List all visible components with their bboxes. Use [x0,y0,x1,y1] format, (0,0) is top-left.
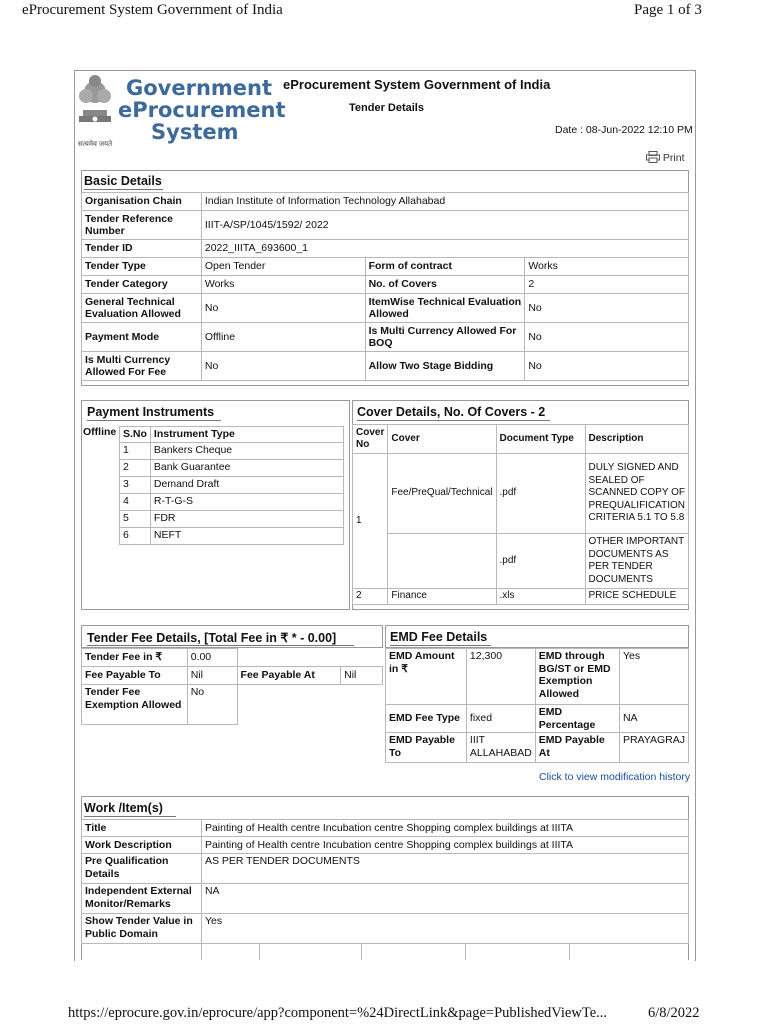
work-items-next-row [81,944,689,960]
offline-label: Offline [83,426,117,438]
instrument-table [119,426,344,545]
tender-category-value: Works [201,276,365,294]
iem-label: Independent External Monitor/Remarks [82,884,202,914]
work-items-table [81,819,689,944]
page-footer-url: https://eprocure.gov.in/eprocure/app?component=%24DirectLink&page=PublishedViewTe... [68,1005,607,1021]
form-contract-value: Works [525,258,689,276]
emd-payable-at-label: EMD Payable At [535,733,619,763]
mc-boq-value: No [525,323,689,352]
cover-table [352,424,689,605]
cover-no: 1 [353,454,388,589]
header-title: eProcurement System Government of India [283,77,551,92]
table-row [120,442,344,459]
payment-instruments-heading: Payment Instruments [87,405,215,419]
tender-fee-value: 0.00 [187,649,237,667]
prequal-label: Pre Qualification Details [82,854,202,884]
tender-id-label: Tender ID [82,240,202,258]
doc-type: .pdf [496,534,585,589]
fee-exemption-value: No [187,685,237,725]
description-header: Description [585,425,689,454]
instrument-name: Demand Draft [150,476,343,493]
emd-payable-to-value: IIIT ALLAHABAD [466,733,535,763]
gte-label: General Technical Evaluation Allowed [82,294,202,323]
iem-value: NA [201,884,688,914]
instrument-name: FDR [150,510,343,527]
tender-type-value: Open Tender [201,258,365,276]
header-subtitle: Tender Details [349,102,424,114]
emd-bg-value: Yes [619,649,688,705]
cover-no: 2 [353,589,388,605]
heading-underline [87,420,221,421]
cover-details-heading: Cover Details, No. Of Covers - 2 [357,405,546,419]
instrument-name: Bankers Cheque [150,442,343,459]
table-row [120,459,344,476]
cover-description: OTHER IMPORTANT DOCUMENTS AS PER TENDER DOCUMENTS [585,534,689,589]
table-row [120,527,344,544]
two-stage-label: Allow Two Stage Bidding [365,352,525,381]
row-number: 1 [120,442,151,459]
report-date: Date : 08-Jun-2022 12:10 PM [555,124,693,136]
instrument-name: Bank Guarantee [150,459,343,476]
basic-details-heading: Basic Details [84,174,162,188]
tender-id-value: 2022_IIITA_693600_1 [201,240,688,258]
form-contract-label: Form of contract [365,258,525,276]
emd-heading: EMD Fee Details [390,630,488,644]
fee-payable-at-value: Nil [341,667,383,685]
emd-fee-type-value: fixed [466,705,535,733]
page-number: Page 1 of 3 [634,2,702,18]
emd-payable-to-label: EMD Payable To [386,733,467,763]
emblem-caption: सत्यमेव जयते [78,141,113,148]
emd-table [385,648,689,763]
mc-boq-label: Is Multi Currency Allowed For BOQ [365,323,525,352]
ref-value: IIIT-A/SP/1045/1592/ 2022 [201,211,688,240]
row-number: 3 [120,476,151,493]
show-value-label: Show Tender Value in Public Domain [82,914,202,944]
tender-category-label: Tender Category [82,276,202,294]
work-items-heading: Work /Item(s) [84,801,163,815]
table-row [353,589,689,605]
emd-payable-at-value: PRAYAGRAJ [619,733,688,763]
heading-underline [84,816,176,817]
doc-type: .xls [496,589,585,605]
mc-fee-value: No [201,352,365,381]
work-title-label: Title [82,820,202,837]
tender-type-label: Tender Type [82,258,202,276]
table-row [353,534,689,589]
table-row [120,510,344,527]
doc-type-header: Document Type [496,425,585,454]
payment-mode-value: Offline [201,323,365,352]
printer-icon [646,151,660,166]
emd-percentage-value: NA [619,705,688,733]
iwte-value: No [525,294,689,323]
fee-payable-to-value: Nil [187,667,237,685]
heading-underline [357,420,550,421]
ref-label: Tender Reference Number [82,211,202,240]
fee-payable-at-label: Fee Payable At [237,667,341,685]
print-button[interactable] [646,151,685,166]
cover-name: Fee/PreQual/Technical [388,454,496,534]
heading-underline [390,645,491,646]
tender-fee-table [81,648,383,725]
emblem-icon [75,72,115,138]
heading-underline [87,645,354,646]
org-label: Organisation Chain [82,193,202,211]
modification-history-link[interactable]: Click to view modification history [539,771,691,783]
fee-payable-to-label: Fee Payable To [82,667,188,685]
sno-header: S.No [120,427,151,443]
prequal-value: AS PER TENDER DOCUMENTS [201,854,688,884]
emd-bg-label: EMD through BG/ST or EMD Exemption Allowed [535,649,619,705]
fee-exemption-label: Tender Fee Exemption Allowed [82,685,188,725]
table-row [120,493,344,510]
emd-amount-label: EMD Amount in ₹ [386,649,467,705]
two-stage-value: No [525,352,689,381]
cover-name: Finance [388,589,496,605]
logo-line-eprocurement: eProcurement [118,98,286,122]
table-row [120,476,344,493]
instrument-header: Instrument Type [150,427,343,443]
doc-type: .pdf [496,454,585,534]
logo-line-government: Government [126,76,273,100]
emd-fee-type-label: EMD Fee Type [386,705,467,733]
emd-percentage-label: EMD Percentage [535,705,619,733]
work-description-value: Painting of Health centre Incubation centre Shopping complex buildings at IIITA [201,837,688,854]
logo-line-system: System [151,120,239,144]
page-footer-date: 6/8/2022 [648,1005,700,1021]
org-value: Indian Institute of Information Technology Allahabad [201,193,688,211]
instrument-name: NEFT [150,527,343,544]
row-number: 5 [120,510,151,527]
instrument-name: R-T-G-S [150,493,343,510]
cover-description: PRICE SCHEDULE [585,589,689,605]
cover-header: Cover [388,425,496,454]
print-label: Print [662,152,685,164]
tender-fee-label: Tender Fee in ₹ [82,649,188,667]
emd-amount-value: 12,300 [466,649,535,705]
work-description-label: Work Description [82,837,202,854]
work-title-value: Painting of Health centre Incubation centre Shopping complex buildings at IIITA [201,820,688,837]
row-number: 2 [120,459,151,476]
payment-mode-label: Payment Mode [82,323,202,352]
page-header-title: eProcurement System Government of India [22,2,283,18]
gte-value: No [201,294,365,323]
iwte-label: ItemWise Technical Evaluation Allowed [365,294,525,323]
show-value-value: Yes [201,914,688,944]
cover-no-header: Cover No [353,425,388,454]
cover-description: DULY SIGNED AND SEALED OF SCANNED COPY OF PREQUALIFICATION CRITERIA 5.1 TO 5.8 [585,454,689,534]
tender-fee-heading: Tender Fee Details, [Total Fee in ₹ * - 0.00] [87,631,337,645]
heading-underline [84,189,163,190]
table-row [353,454,689,534]
mc-fee-label: Is Multi Currency Allowed For Fee [82,352,202,381]
basic-details-table [81,192,689,381]
covers-label: No. of Covers [365,276,525,294]
row-number: 4 [120,493,151,510]
row-number: 6 [120,527,151,544]
covers-value: 2 [525,276,689,294]
